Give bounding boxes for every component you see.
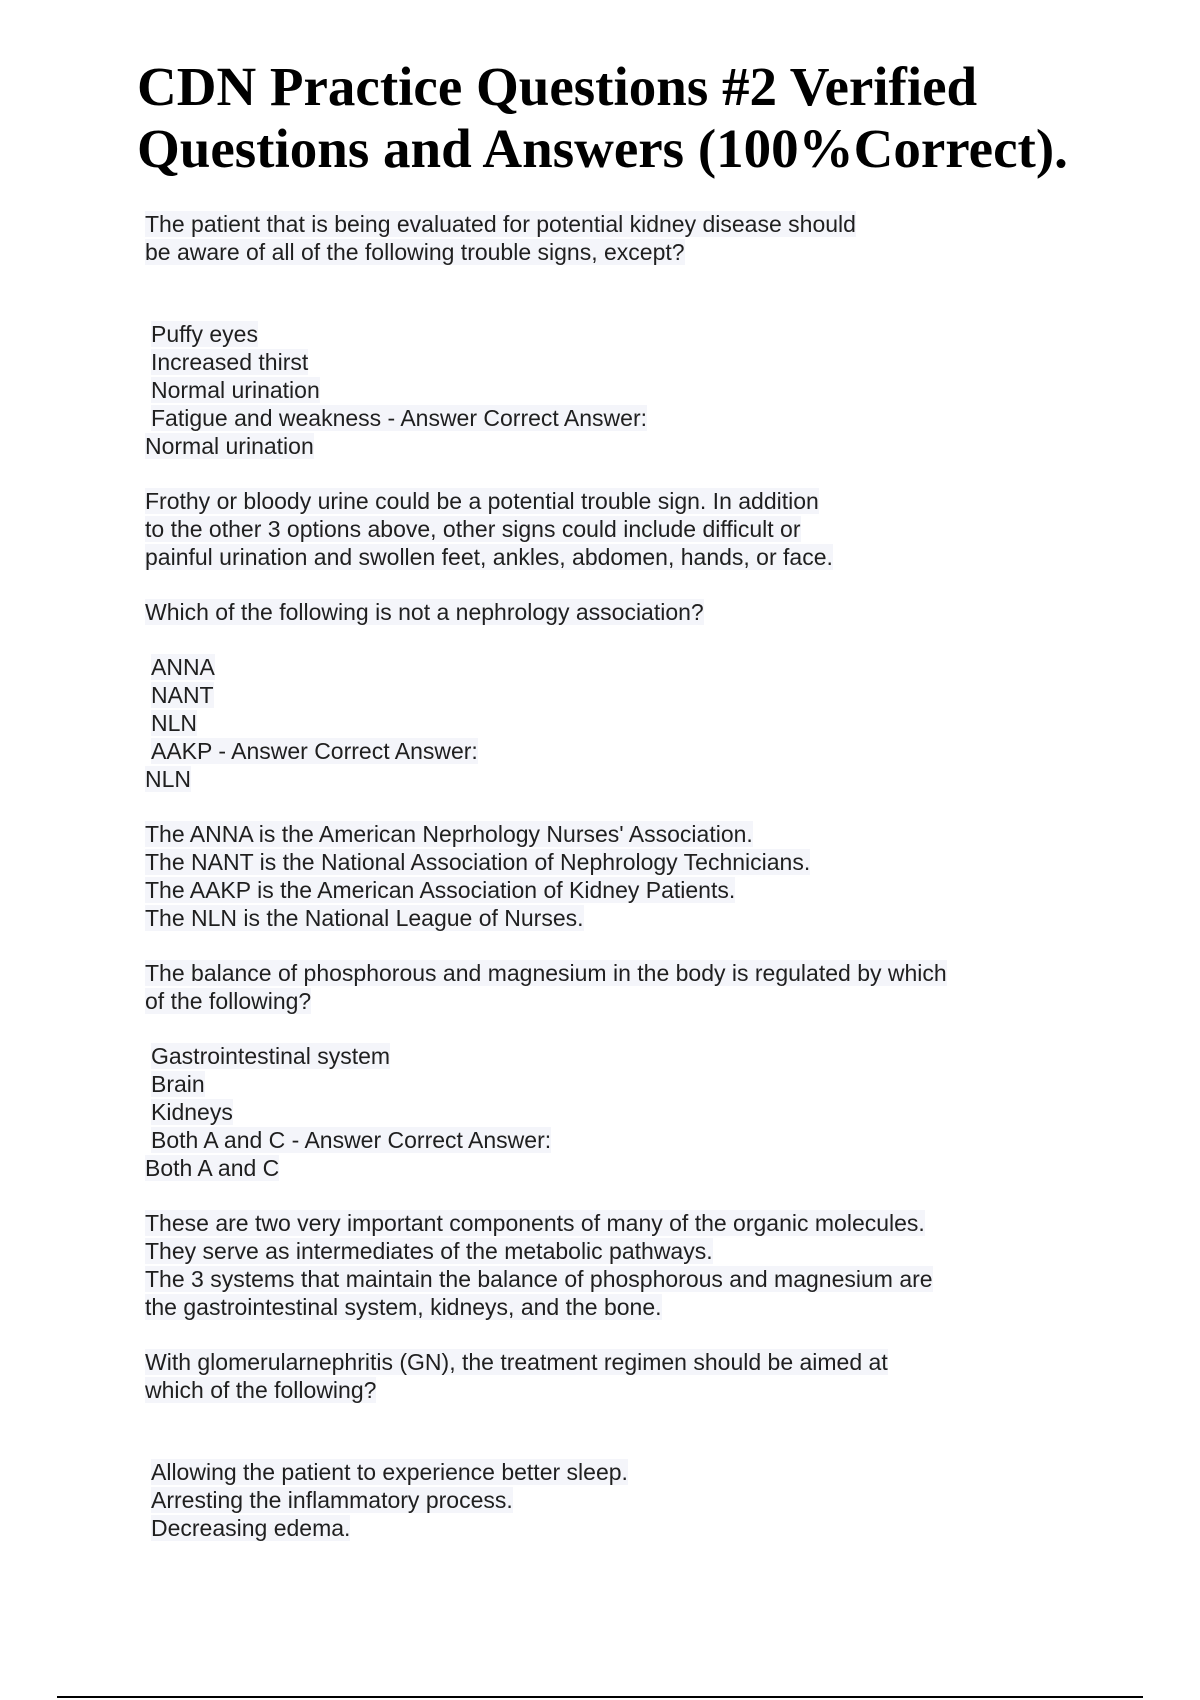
question-4-text <box>145 1348 1045 1404</box>
question-3-explanation-line-4: the gastrointestinal system, kidneys, and the bone. <box>145 1294 662 1320</box>
question-3-explanation-line-3: The 3 systems that maintain the balance of phosphorous and magnesium are <box>145 1266 933 1292</box>
question-3-option-4: Both A and C - Answer Correct Answer: <box>151 1127 552 1153</box>
question-2-line-1: Which of the following is not a nephrology association? <box>145 599 704 625</box>
question-4-options <box>145 1458 1045 1542</box>
question-3-line-1: The balance of phosphorous and magnesium in the body is regulated by which <box>145 960 947 986</box>
question-1-line-2: be aware of all of the following trouble signs, except? <box>145 239 685 265</box>
question-4-option-3: Decreasing edema. <box>151 1515 351 1541</box>
question-2-explanation-line-1: The ANNA is the American Neprhology Nurses' Association. <box>145 821 753 847</box>
question-2-explanation-line-2: The NANT is the National Association of Nephrology Technicians. <box>145 849 811 875</box>
page-bottom-rule <box>57 1696 1143 1698</box>
question-2-option-4: AAKP - Answer Correct Answer: <box>151 738 478 764</box>
question-1-text <box>145 210 1045 266</box>
question-2-option-3: NLN <box>151 710 198 736</box>
question-4-line-2: which of the following? <box>145 1377 377 1403</box>
question-2-options <box>145 653 1045 793</box>
question-3-explanation-line-1: These are two very important components of many of the organic molecules. <box>145 1210 925 1236</box>
document-title <box>137 56 1147 180</box>
question-2-option-2: NANT <box>151 682 214 708</box>
question-2-option-1: ANNA <box>151 654 215 680</box>
question-2-answer: NLN <box>145 766 192 792</box>
document-body <box>145 210 1045 1542</box>
question-3-explanation-line-2: They serve as intermediates of the metabolic pathways. <box>145 1238 713 1264</box>
question-3-text <box>145 959 1045 1015</box>
question-3-options <box>145 1042 1045 1182</box>
question-3-answer: Both A and C <box>145 1155 280 1181</box>
question-3-option-3: Kidneys <box>151 1099 233 1125</box>
document-title-line-1: CDN Practice Questions #2 Verified <box>137 56 978 117</box>
question-1-option-4: Fatigue and weakness - Answer Correct Answer: <box>151 405 648 431</box>
question-1-answer: Normal urination <box>145 433 314 459</box>
question-1-option-3: Normal urination <box>151 377 320 403</box>
question-2-text <box>145 598 1045 626</box>
question-4-option-2: Arresting the inflammatory process. <box>151 1487 513 1513</box>
question-4-option-1: Allowing the patient to experience better sleep. <box>151 1459 628 1485</box>
question-1-explanation-line-1: Frothy or bloody urine could be a potential trouble sign. In addition <box>145 488 819 514</box>
question-3-explanation <box>145 1209 1045 1321</box>
question-4-line-1: With glomerularnephritis (GN), the treatment regimen should be aimed at <box>145 1349 888 1375</box>
question-2-explanation-line-3: The AAKP is the American Association of Kidney Patients. <box>145 877 736 903</box>
question-3-option-1: Gastrointestinal system <box>151 1043 391 1069</box>
question-2-explanation <box>145 820 1045 932</box>
question-3-option-2: Brain <box>151 1071 205 1097</box>
question-1-explanation-line-3: painful urination and swollen feet, ankles, abdomen, hands, or face. <box>145 544 833 570</box>
question-1-option-2: Increased thirst <box>151 349 309 375</box>
question-3-line-2: of the following? <box>145 988 312 1014</box>
question-1-options <box>145 320 1045 460</box>
question-1-explanation <box>145 487 1045 571</box>
document-title-line-2: Questions and Answers (100%Correct). <box>137 118 1068 179</box>
question-1-line-1: The patient that is being evaluated for potential kidney disease should <box>145 211 856 237</box>
question-2-explanation-line-4: The NLN is the National League of Nurses. <box>145 905 584 931</box>
question-1-explanation-line-2: to the other 3 options above, other signs could include difficult or <box>145 516 801 542</box>
question-1-option-1: Puffy eyes <box>151 321 258 347</box>
